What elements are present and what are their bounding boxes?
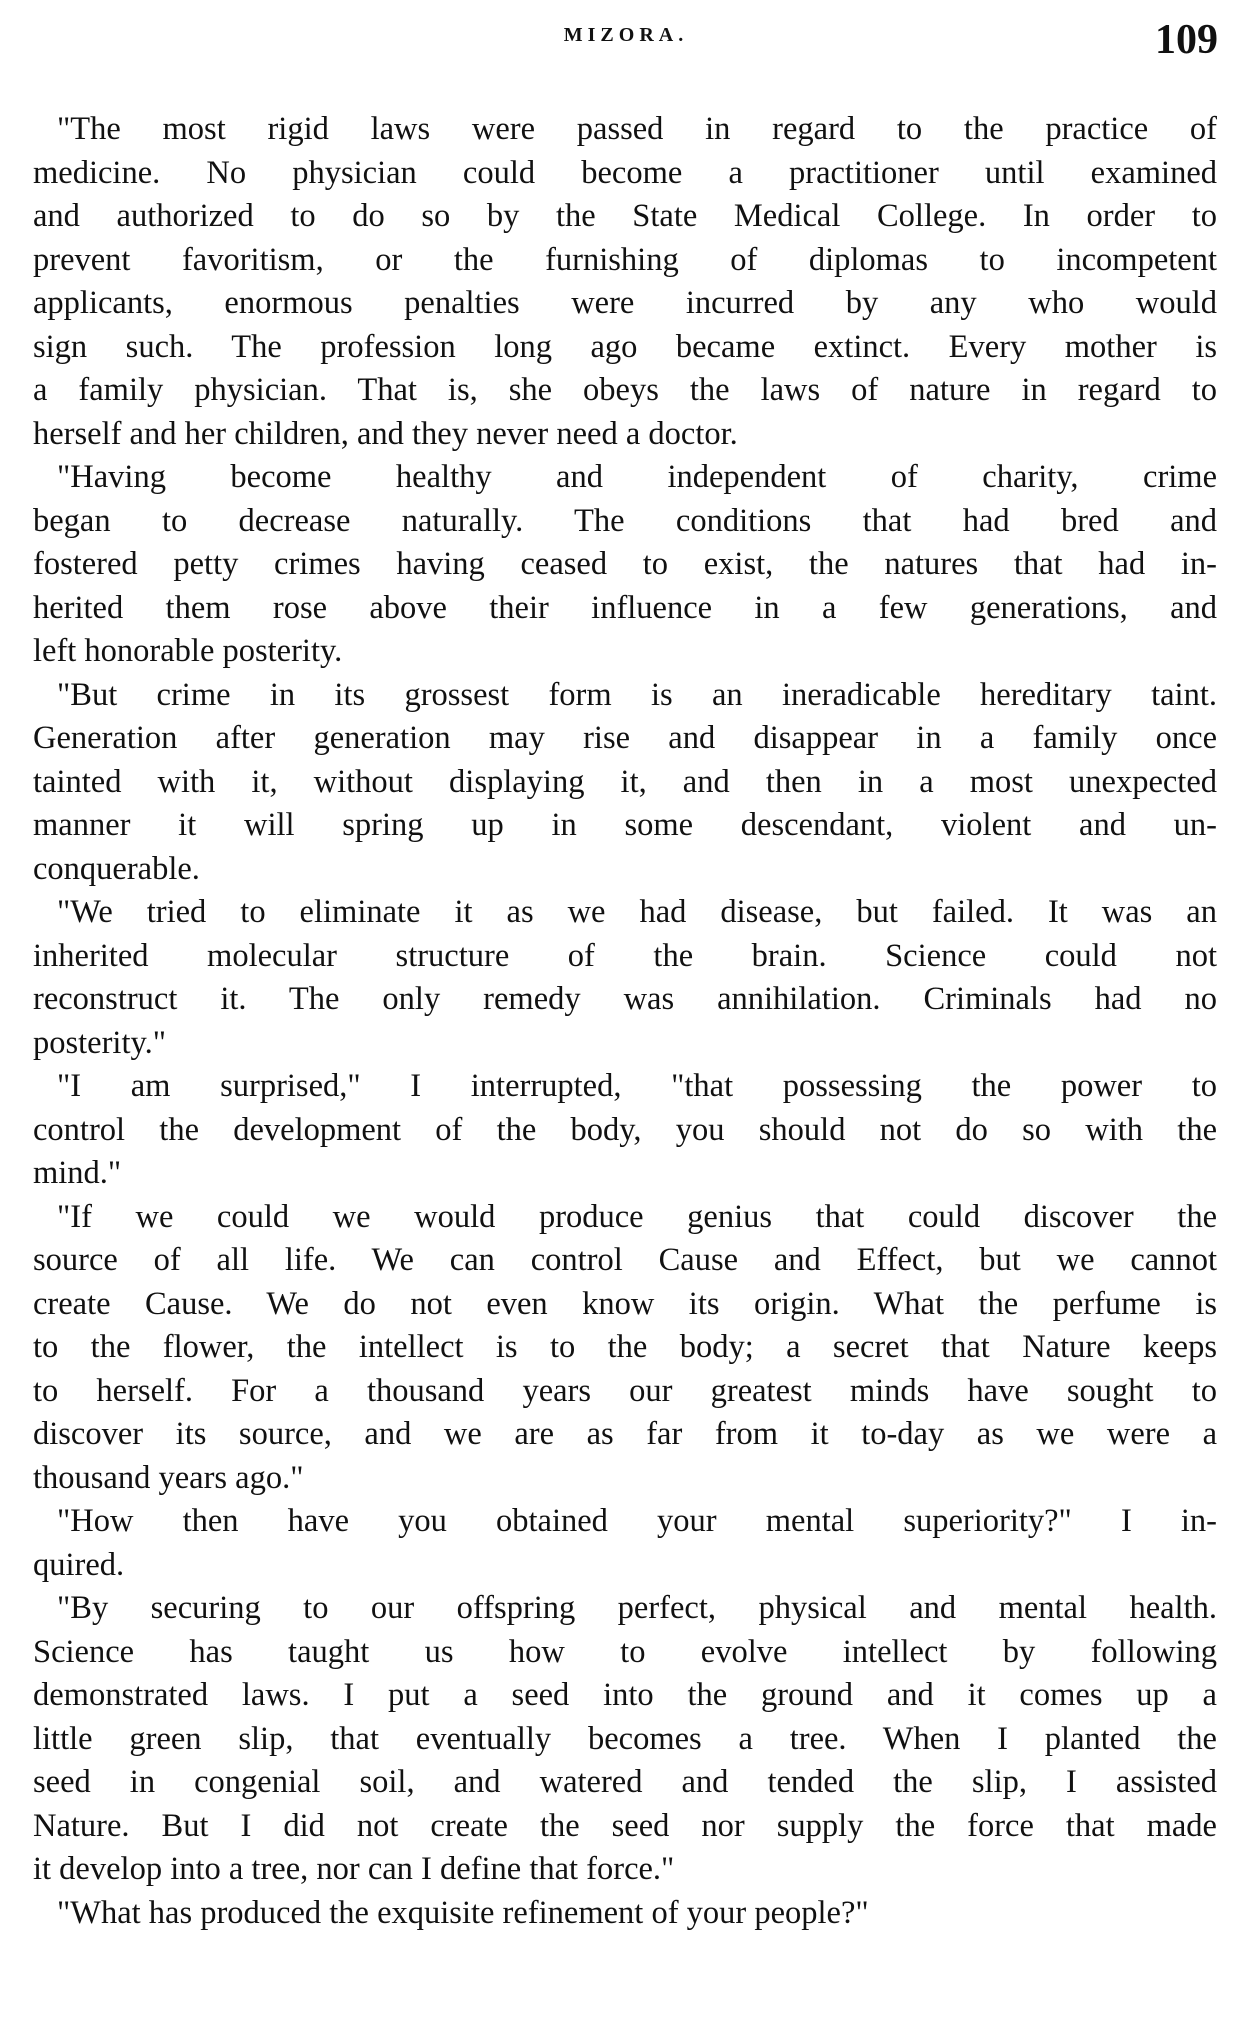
text-line: to herself. For a thousand years our greatest minds have sought to — [33, 1372, 1217, 1409]
text-line: medicine. No physician could become a practitioner until examined — [33, 154, 1217, 191]
text-line: tainted with it, without displaying it, and then in a most unexpected — [33, 763, 1217, 800]
paragraph — [33, 1196, 1217, 1501]
text-line: a family physician. That is, she obeys the laws of nature in regard to — [33, 372, 1217, 408]
paragraph — [33, 674, 1217, 892]
text-line: mind." — [33, 1155, 122, 1191]
text-line: control the development of the body, you should not do so with the — [33, 1111, 1217, 1148]
paragraph — [33, 891, 1217, 1065]
text-line: "By securing to our offspring perfect, physical and mental health. — [57, 1590, 1217, 1626]
text-line: manner it will spring up in some descendant, violent and un- — [33, 807, 1217, 843]
text-line: "I am surprised," I interrupted, "that possessing the power to — [57, 1068, 1217, 1104]
text-line: reconstruct it. The only remedy was annihilation. Criminals had no — [33, 981, 1217, 1017]
text-line: posterity." — [33, 1024, 167, 1061]
text-line: create Cause. We do not even know its origin. What the perfume is — [33, 1285, 1217, 1322]
text-line: Science has taught us how to evolve intellect by following — [33, 1633, 1217, 1670]
paragraph — [33, 1892, 1217, 1936]
text-line: herself and her children, and they never need a doctor. — [33, 415, 738, 452]
text-line: left honorable posterity. — [33, 633, 343, 669]
text-line: it develop into a tree, nor can I define that force." — [33, 1851, 675, 1887]
text-line: to the flower, the intellect is to the body; a secret that Nature keeps — [33, 1329, 1217, 1365]
body-text — [33, 108, 1217, 1935]
running-title: MIZORA. — [563, 24, 689, 46]
text-line: conquerable. — [33, 850, 200, 887]
text-line: sign such. The profession long ago became extinct. Every mother is — [33, 328, 1217, 365]
text-line: "But crime in its grossest form is an ineradicable hereditary taint. — [57, 676, 1217, 713]
paragraph — [33, 456, 1217, 674]
text-line: inherited molecular structure of the brain. Science could not — [33, 937, 1217, 974]
text-line: and authorized to do so by the State Medical College. In order to — [33, 198, 1217, 234]
text-line: quired. — [33, 1546, 125, 1583]
text-line: thousand years ago." — [33, 1459, 304, 1496]
text-line: seed in congenial soil, and watered and tended the slip, I assisted — [33, 1764, 1217, 1800]
paragraph — [33, 108, 1217, 456]
text-line: began to decrease naturally. The conditions that had bred and — [33, 502, 1217, 539]
text-line: little green slip, that eventually becomes a tree. When I planted the — [33, 1720, 1217, 1757]
text-line: "The most rigid laws were passed in regard to the practice of — [57, 111, 1217, 147]
text-line: demonstrated laws. I put a seed into the ground and it comes up a — [33, 1677, 1217, 1713]
text-line: Nature. But I did not create the seed nor supply the force that made — [33, 1807, 1217, 1844]
paragraph — [33, 1065, 1217, 1196]
text-line: "Having become healthy and independent of charity, crime — [57, 459, 1217, 495]
text-line: "If we could we would produce genius that could discover the — [57, 1198, 1217, 1235]
text-line: "What has produced the exquisite refinement of your people?" — [57, 1894, 869, 1931]
paragraph — [33, 1500, 1217, 1587]
text-line: "How then have you obtained your mental superiority?" I in- — [57, 1503, 1217, 1539]
text-line: source of all life. We can control Cause and Effect, but we cannot — [33, 1242, 1217, 1278]
running-header — [0, 10, 1252, 63]
text-line: fostered petty crimes having ceased to exist, the natures that had in- — [33, 546, 1217, 582]
page-number: 109 — [1155, 17, 1218, 63]
text-line: "We tried to eliminate it as we had disease, but failed. It was an — [57, 894, 1217, 930]
paragraph — [33, 1587, 1217, 1892]
text-line: herited them rose above their influence in a few generations, and — [33, 589, 1217, 626]
text-line: applicants, enormous penalties were incurred by any who would — [33, 285, 1217, 321]
text-line: discover its source, and we are as far from it to-day as we were a — [33, 1416, 1217, 1452]
text-line: prevent favoritism, or the furnishing of diplomas to incompetent — [33, 241, 1217, 278]
text-line: Generation after generation may rise and disappear in a family once — [33, 720, 1217, 756]
